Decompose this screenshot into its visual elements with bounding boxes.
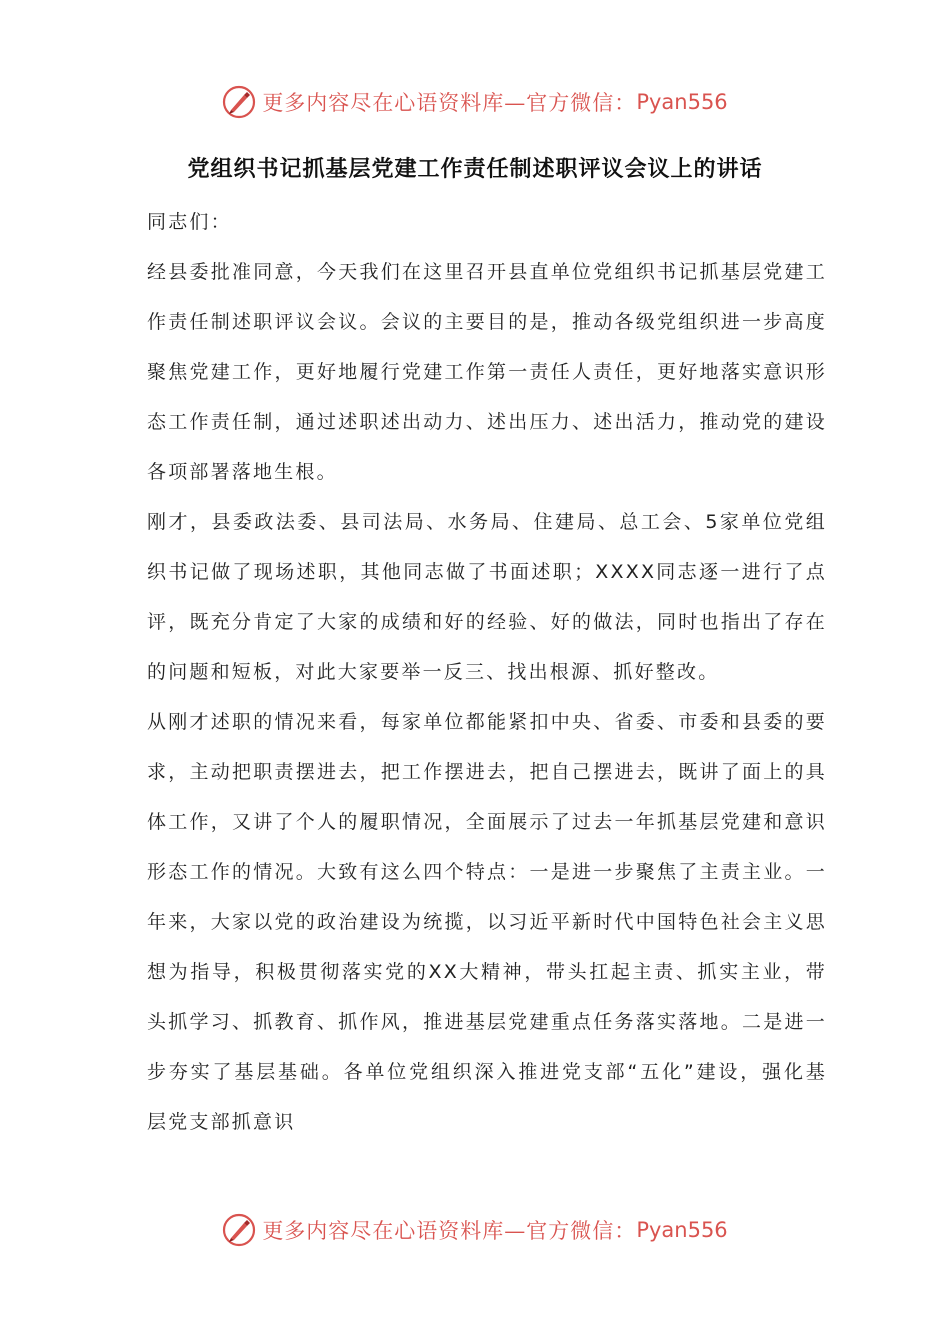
salutation: 同志们： xyxy=(147,211,232,233)
pen-logo-icon xyxy=(222,85,256,119)
watermark-wechat-id: Pyan556 xyxy=(636,90,728,114)
watermark-wechat-id: Pyan556 xyxy=(636,1218,728,1242)
header-watermark xyxy=(0,82,950,122)
paragraph-2: 刚才，县委政法委、县司法局、水务局、住建局、总工会、5家单位党组织书记做了现场述职，其他同志做了书面述职；XXXX同志逐一进行了点评，既充分肯定了大家的成绩和好的经验、好的做法，同时也指出了存在的问题和短板，对此大家要举一反三、找出根源、抓好整改。 xyxy=(147,511,827,683)
pen-logo-icon xyxy=(222,1213,256,1247)
watermark-site-text: 更多内容尽在心语资料库—官方微信： xyxy=(262,91,637,115)
footer-watermark xyxy=(0,1210,950,1250)
document-body xyxy=(147,197,827,1147)
watermark-site-text: 更多内容尽在心语资料库—官方微信： xyxy=(262,1219,637,1243)
paragraph-1: 经县委批准同意，今天我们在这里召开县直单位党组织书记抓基层党建工作责任制述职评议会议。会议的主要目的是，推动各级党组织进一步高度聚焦党建工作，更好地履行党建工作第一责任人责任，更好地落实意识形态工作责任制，通过述职述出动力、述出压力、述出活力，推动党的建设各项部署落地生根。 xyxy=(147,261,827,483)
paragraph-3: 从刚才述职的情况来看，每家单位都能紧扣中央、省委、市委和县委的要求，主动把职责摆进去，把工作摆进去，把自己摆进去，既讲了面上的具体工作，又讲了个人的履职情况，全面展示了过去一年抓基层党建和意识形态工作的情况。大致有这么四个特点：一是进一步聚焦了主责主业。一年来，大家以党的政治建设为统揽，以习近平新时代中国特色社会主义思想为指导，积极贯彻落实党的XX大精神，带头扛起主责、抓实主业，带头抓学习、抓教育、抓作风，推进基层党建重点任务落实落地。二是进一步夯实了基层基础。各单位党组织深入推进党支部“五化”建设，强化基层党支部抓意识 xyxy=(147,711,827,1133)
document-title: 党组织书记抓基层党建工作责任制述职评议会议上的讲话 xyxy=(187,157,763,182)
